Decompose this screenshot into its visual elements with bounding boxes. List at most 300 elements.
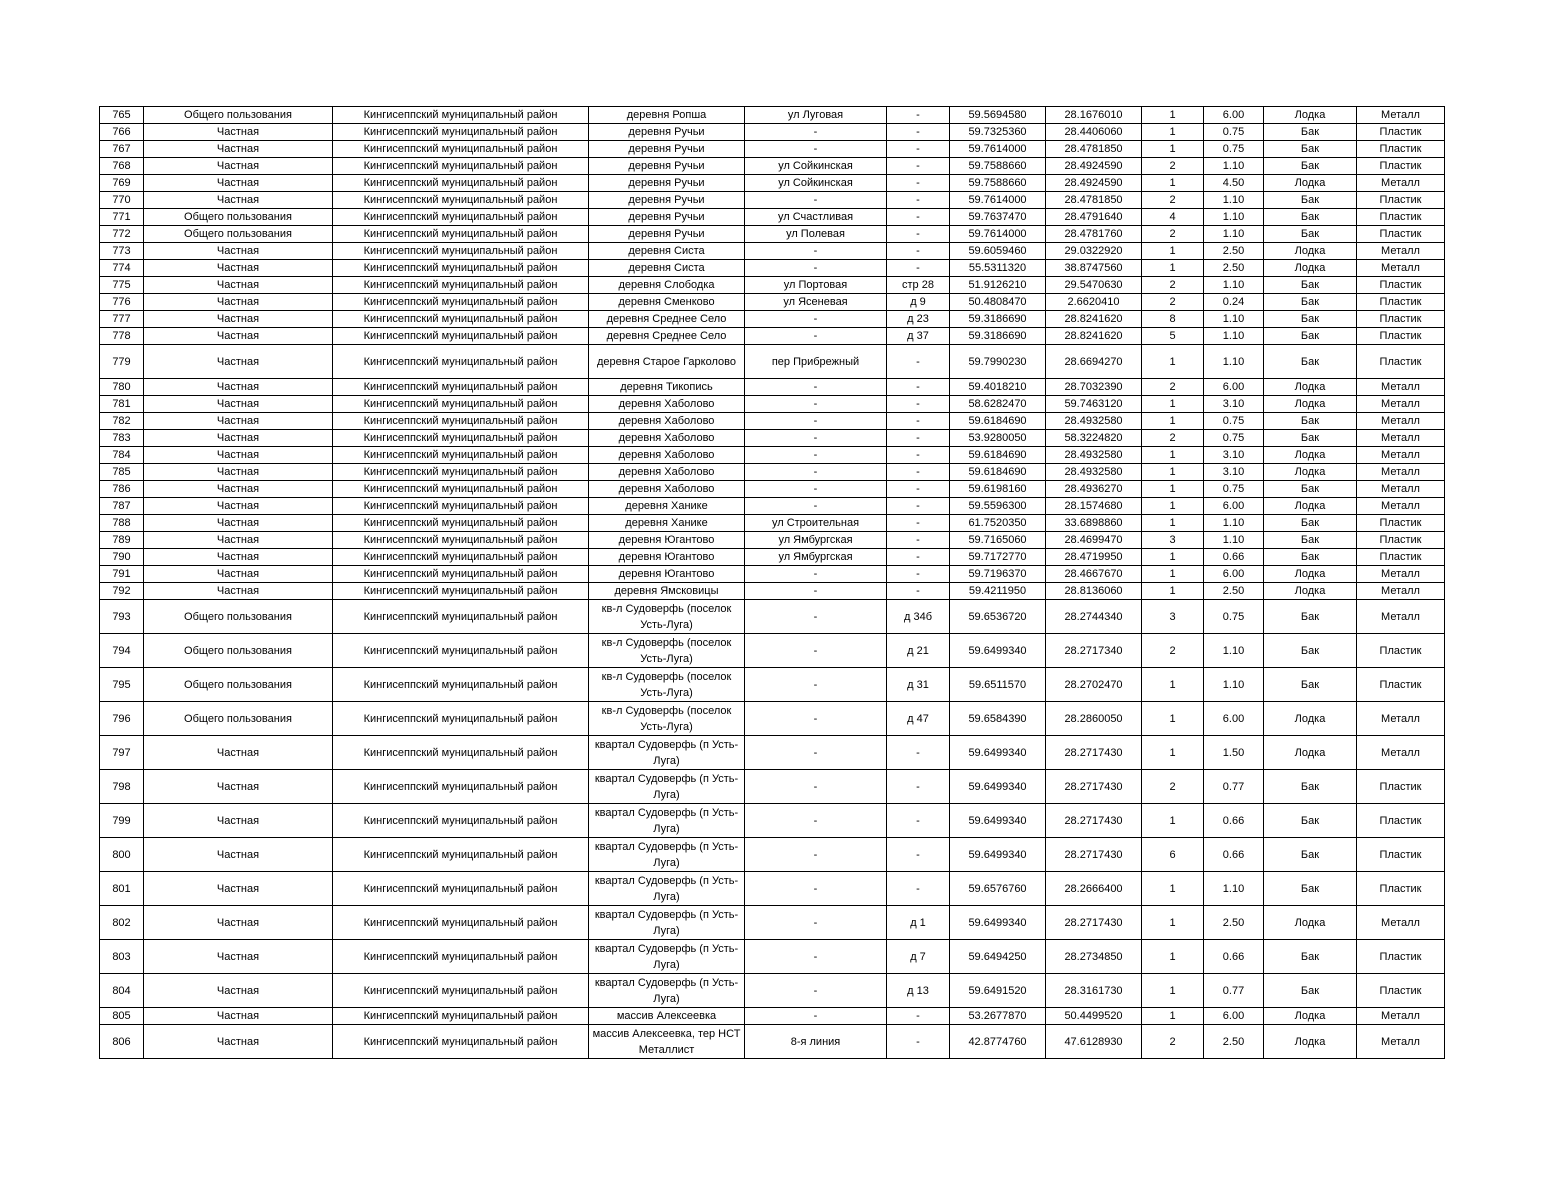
district-cell: Кингисеппский муниципальный район xyxy=(333,532,589,549)
street-cell: - xyxy=(745,906,887,940)
ownership-cell: Частная xyxy=(144,260,333,277)
volume-cell: 4.50 xyxy=(1204,175,1264,192)
container-count-cell: 1 xyxy=(1142,906,1204,940)
container-count-cell: 1 xyxy=(1142,702,1204,736)
district-cell: Кингисеппский муниципальный район xyxy=(333,243,589,260)
ownership-cell: Частная xyxy=(144,838,333,872)
table-row xyxy=(100,277,1445,294)
material-cell: Пластик xyxy=(1357,209,1445,226)
house-cell: - xyxy=(887,430,950,447)
latitude-cell: 59.6576760 xyxy=(950,872,1046,906)
ownership-cell: Частная xyxy=(144,770,333,804)
material-cell: Пластик xyxy=(1357,277,1445,294)
longitude-cell: 28.2717430 xyxy=(1046,770,1142,804)
volume-cell: 0.66 xyxy=(1204,804,1264,838)
house-cell: д 13 xyxy=(887,974,950,1008)
longitude-cell: 28.4936270 xyxy=(1046,481,1142,498)
longitude-cell: 28.7032390 xyxy=(1046,379,1142,396)
material-cell: Металл xyxy=(1357,107,1445,124)
house-cell: - xyxy=(887,209,950,226)
ownership-cell: Частная xyxy=(144,974,333,1008)
material-cell: Металл xyxy=(1357,260,1445,277)
row-number-cell: 801 xyxy=(100,872,144,906)
district-cell: Кингисеппский муниципальный район xyxy=(333,209,589,226)
volume-cell: 0.75 xyxy=(1204,481,1264,498)
house-cell: - xyxy=(887,872,950,906)
latitude-cell: 53.9280050 xyxy=(950,430,1046,447)
ownership-cell: Частная xyxy=(144,736,333,770)
row-number-cell: 780 xyxy=(100,379,144,396)
container-type-cell: Лодка xyxy=(1264,736,1357,770)
latitude-cell: 58.6282470 xyxy=(950,396,1046,413)
table-row xyxy=(100,192,1445,209)
table-row xyxy=(100,175,1445,192)
latitude-cell: 59.7637470 xyxy=(950,209,1046,226)
row-number-cell: 804 xyxy=(100,974,144,1008)
house-cell: - xyxy=(887,532,950,549)
district-cell: Кингисеппский муниципальный район xyxy=(333,345,589,379)
table-row xyxy=(100,634,1445,668)
latitude-cell: 59.6499340 xyxy=(950,906,1046,940)
table-row xyxy=(100,532,1445,549)
street-cell: ул Строительная xyxy=(745,515,887,532)
settlement-cell: квартал Судоверфь (п Усть-Луга) xyxy=(589,804,745,838)
container-type-cell: Лодка xyxy=(1264,1008,1357,1025)
settlement-cell: деревня Югантово xyxy=(589,566,745,583)
street-cell: - xyxy=(745,260,887,277)
longitude-cell: 28.4924590 xyxy=(1046,158,1142,175)
settlement-cell: деревня Слободка xyxy=(589,277,745,294)
longitude-cell: 2.6620410 xyxy=(1046,294,1142,311)
container-type-cell: Бак xyxy=(1264,600,1357,634)
row-number-cell: 806 xyxy=(100,1025,144,1059)
container-type-cell: Бак xyxy=(1264,413,1357,430)
street-cell: - xyxy=(745,804,887,838)
district-cell: Кингисеппский муниципальный район xyxy=(333,838,589,872)
container-type-cell: Лодка xyxy=(1264,379,1357,396)
settlement-cell: деревня Ханике xyxy=(589,515,745,532)
district-cell: Кингисеппский муниципальный район xyxy=(333,260,589,277)
street-cell: пер Прибрежный xyxy=(745,345,887,379)
house-cell: - xyxy=(887,464,950,481)
latitude-cell: 59.6499340 xyxy=(950,804,1046,838)
table-row xyxy=(100,260,1445,277)
ownership-cell: Частная xyxy=(144,430,333,447)
latitude-cell: 59.6511570 xyxy=(950,668,1046,702)
ownership-cell: Частная xyxy=(144,158,333,175)
street-cell: - xyxy=(745,770,887,804)
container-type-cell: Лодка xyxy=(1264,396,1357,413)
street-cell: - xyxy=(745,566,887,583)
ownership-cell: Частная xyxy=(144,328,333,345)
container-type-cell: Бак xyxy=(1264,311,1357,328)
row-number-cell: 774 xyxy=(100,260,144,277)
house-cell: д 23 xyxy=(887,311,950,328)
latitude-cell: 53.2677870 xyxy=(950,1008,1046,1025)
settlement-cell: деревня Систа xyxy=(589,243,745,260)
settlement-cell: деревня Ручьи xyxy=(589,226,745,243)
latitude-cell: 59.7172770 xyxy=(950,549,1046,566)
district-cell: Кингисеппский муниципальный район xyxy=(333,804,589,838)
latitude-cell: 59.5596300 xyxy=(950,498,1046,515)
longitude-cell: 28.4781850 xyxy=(1046,141,1142,158)
container-count-cell: 1 xyxy=(1142,413,1204,430)
material-cell: Пластик xyxy=(1357,668,1445,702)
longitude-cell: 28.4924590 xyxy=(1046,175,1142,192)
container-count-cell: 8 xyxy=(1142,311,1204,328)
district-cell: Кингисеппский муниципальный район xyxy=(333,141,589,158)
container-type-cell: Лодка xyxy=(1264,906,1357,940)
material-cell: Пластик xyxy=(1357,872,1445,906)
table-row xyxy=(100,940,1445,974)
row-number-cell: 779 xyxy=(100,345,144,379)
table-row xyxy=(100,226,1445,243)
settlement-cell: массив Алексеевка xyxy=(589,1008,745,1025)
volume-cell: 1.10 xyxy=(1204,872,1264,906)
table-row xyxy=(100,481,1445,498)
house-cell: - xyxy=(887,736,950,770)
longitude-cell: 28.2717430 xyxy=(1046,736,1142,770)
material-cell: Пластик xyxy=(1357,940,1445,974)
street-cell: ул Ясеневая xyxy=(745,294,887,311)
material-cell: Пластик xyxy=(1357,311,1445,328)
table-row xyxy=(100,702,1445,736)
container-count-cell: 1 xyxy=(1142,481,1204,498)
material-cell: Пластик xyxy=(1357,328,1445,345)
longitude-cell: 50.4499520 xyxy=(1046,1008,1142,1025)
street-cell: ул Полевая xyxy=(745,226,887,243)
material-cell: Металл xyxy=(1357,1025,1445,1059)
longitude-cell: 28.2702470 xyxy=(1046,668,1142,702)
container-type-cell: Бак xyxy=(1264,940,1357,974)
latitude-cell: 59.7196370 xyxy=(950,566,1046,583)
volume-cell: 6.00 xyxy=(1204,498,1264,515)
district-cell: Кингисеппский муниципальный район xyxy=(333,294,589,311)
longitude-cell: 28.4932580 xyxy=(1046,447,1142,464)
volume-cell: 0.66 xyxy=(1204,549,1264,566)
street-cell: - xyxy=(745,940,887,974)
house-cell: - xyxy=(887,192,950,209)
latitude-cell: 59.6184690 xyxy=(950,447,1046,464)
container-type-cell: Бак xyxy=(1264,549,1357,566)
container-type-cell: Лодка xyxy=(1264,260,1357,277)
district-cell: Кингисеппский муниципальный район xyxy=(333,549,589,566)
street-cell: - xyxy=(745,668,887,702)
container-type-cell: Лодка xyxy=(1264,447,1357,464)
settlement-cell: деревня Ручьи xyxy=(589,158,745,175)
material-cell: Металл xyxy=(1357,430,1445,447)
street-cell: - xyxy=(745,583,887,600)
ownership-cell: Частная xyxy=(144,379,333,396)
table-row xyxy=(100,668,1445,702)
house-cell: - xyxy=(887,345,950,379)
row-number-cell: 798 xyxy=(100,770,144,804)
latitude-cell: 59.4211950 xyxy=(950,583,1046,600)
house-cell: - xyxy=(887,226,950,243)
house-cell: - xyxy=(887,804,950,838)
district-cell: Кингисеппский муниципальный район xyxy=(333,702,589,736)
settlement-cell: деревня Югантово xyxy=(589,549,745,566)
longitude-cell: 28.4667670 xyxy=(1046,566,1142,583)
row-number-cell: 785 xyxy=(100,464,144,481)
container-type-cell: Бак xyxy=(1264,974,1357,1008)
street-cell: - xyxy=(745,141,887,158)
row-number-cell: 796 xyxy=(100,702,144,736)
container-count-cell: 1 xyxy=(1142,345,1204,379)
table-body xyxy=(100,107,1445,1059)
container-count-cell: 3 xyxy=(1142,600,1204,634)
volume-cell: 6.00 xyxy=(1204,702,1264,736)
volume-cell: 6.00 xyxy=(1204,379,1264,396)
container-count-cell: 1 xyxy=(1142,736,1204,770)
container-count-cell: 2 xyxy=(1142,379,1204,396)
table-row xyxy=(100,158,1445,175)
settlement-cell: деревня Ручьи xyxy=(589,124,745,141)
container-count-cell: 1 xyxy=(1142,396,1204,413)
latitude-cell: 59.6184690 xyxy=(950,413,1046,430)
house-cell: д 9 xyxy=(887,294,950,311)
settlement-cell: деревня Ручьи xyxy=(589,192,745,209)
ownership-cell: Общего пользования xyxy=(144,702,333,736)
longitude-cell: 28.4781760 xyxy=(1046,226,1142,243)
house-cell: д 31 xyxy=(887,668,950,702)
latitude-cell: 59.7165060 xyxy=(950,532,1046,549)
ownership-cell: Частная xyxy=(144,515,333,532)
district-cell: Кингисеппский муниципальный район xyxy=(333,413,589,430)
house-cell: - xyxy=(887,481,950,498)
latitude-cell: 59.6499340 xyxy=(950,838,1046,872)
volume-cell: 0.66 xyxy=(1204,838,1264,872)
container-type-cell: Лодка xyxy=(1264,175,1357,192)
settlement-cell: деревня Югантово xyxy=(589,532,745,549)
district-cell: Кингисеппский муниципальный район xyxy=(333,379,589,396)
row-number-cell: 787 xyxy=(100,498,144,515)
material-cell: Металл xyxy=(1357,906,1445,940)
material-cell: Металл xyxy=(1357,583,1445,600)
ownership-cell: Частная xyxy=(144,872,333,906)
house-cell: - xyxy=(887,124,950,141)
district-cell: Кингисеппский муниципальный район xyxy=(333,328,589,345)
district-cell: Кингисеппский муниципальный район xyxy=(333,192,589,209)
material-cell: Металл xyxy=(1357,447,1445,464)
ownership-cell: Общего пользования xyxy=(144,209,333,226)
material-cell: Металл xyxy=(1357,481,1445,498)
container-count-cell: 6 xyxy=(1142,838,1204,872)
latitude-cell: 59.6491520 xyxy=(950,974,1046,1008)
settlement-cell: квартал Судоверфь (п Усть-Луга) xyxy=(589,906,745,940)
container-type-cell: Лодка xyxy=(1264,243,1357,260)
volume-cell: 0.66 xyxy=(1204,940,1264,974)
ownership-cell: Частная xyxy=(144,583,333,600)
volume-cell: 1.10 xyxy=(1204,277,1264,294)
container-type-cell: Бак xyxy=(1264,804,1357,838)
latitude-cell: 59.7588660 xyxy=(950,175,1046,192)
ownership-cell: Общего пользования xyxy=(144,107,333,124)
longitude-cell: 28.4791640 xyxy=(1046,209,1142,226)
street-cell: - xyxy=(745,872,887,906)
volume-cell: 2.50 xyxy=(1204,1025,1264,1059)
table-row xyxy=(100,974,1445,1008)
district-cell: Кингисеппский муниципальный район xyxy=(333,600,589,634)
settlement-cell: массив Алексеевка, тер НСТ Металлист xyxy=(589,1025,745,1059)
house-cell: - xyxy=(887,243,950,260)
ownership-cell: Общего пользования xyxy=(144,634,333,668)
longitude-cell: 59.7463120 xyxy=(1046,396,1142,413)
row-number-cell: 772 xyxy=(100,226,144,243)
row-number-cell: 777 xyxy=(100,311,144,328)
container-type-cell: Бак xyxy=(1264,141,1357,158)
longitude-cell: 28.4699470 xyxy=(1046,532,1142,549)
material-cell: Металл xyxy=(1357,702,1445,736)
volume-cell: 1.10 xyxy=(1204,209,1264,226)
ownership-cell: Частная xyxy=(144,532,333,549)
street-cell: 8-я линия xyxy=(745,1025,887,1059)
container-type-cell: Бак xyxy=(1264,515,1357,532)
ownership-cell: Частная xyxy=(144,566,333,583)
container-type-cell: Бак xyxy=(1264,634,1357,668)
longitude-cell: 47.6128930 xyxy=(1046,1025,1142,1059)
volume-cell: 2.50 xyxy=(1204,260,1264,277)
material-cell: Пластик xyxy=(1357,532,1445,549)
row-number-cell: 771 xyxy=(100,209,144,226)
container-count-cell: 5 xyxy=(1142,328,1204,345)
latitude-cell: 59.3186690 xyxy=(950,311,1046,328)
settlement-cell: кв-л Судоверфь (поселок Усть-Луга) xyxy=(589,702,745,736)
container-count-cell: 2 xyxy=(1142,192,1204,209)
table-row xyxy=(100,549,1445,566)
row-number-cell: 769 xyxy=(100,175,144,192)
district-cell: Кингисеппский муниципальный район xyxy=(333,872,589,906)
house-cell: - xyxy=(887,549,950,566)
table-row xyxy=(100,447,1445,464)
row-number-cell: 765 xyxy=(100,107,144,124)
settlement-cell: квартал Судоверфь (п Усть-Луга) xyxy=(589,736,745,770)
house-cell: - xyxy=(887,498,950,515)
volume-cell: 1.10 xyxy=(1204,345,1264,379)
material-cell: Пластик xyxy=(1357,226,1445,243)
container-count-cell: 1 xyxy=(1142,804,1204,838)
longitude-cell: 58.3224820 xyxy=(1046,430,1142,447)
street-cell: ул Луговая xyxy=(745,107,887,124)
volume-cell: 1.10 xyxy=(1204,668,1264,702)
row-number-cell: 797 xyxy=(100,736,144,770)
ownership-cell: Частная xyxy=(144,413,333,430)
material-cell: Пластик xyxy=(1357,804,1445,838)
row-number-cell: 794 xyxy=(100,634,144,668)
latitude-cell: 59.7990230 xyxy=(950,345,1046,379)
volume-cell: 2.50 xyxy=(1204,583,1264,600)
longitude-cell: 28.8241620 xyxy=(1046,311,1142,328)
material-cell: Пластик xyxy=(1357,974,1445,1008)
volume-cell: 3.10 xyxy=(1204,464,1264,481)
longitude-cell: 28.8241620 xyxy=(1046,328,1142,345)
volume-cell: 1.10 xyxy=(1204,192,1264,209)
container-count-cell: 1 xyxy=(1142,260,1204,277)
material-cell: Металл xyxy=(1357,498,1445,515)
volume-cell: 3.10 xyxy=(1204,396,1264,413)
street-cell: ул Ямбургская xyxy=(745,532,887,549)
table-row xyxy=(100,872,1445,906)
latitude-cell: 59.6536720 xyxy=(950,600,1046,634)
district-cell: Кингисеппский муниципальный район xyxy=(333,498,589,515)
settlement-cell: деревня Ропша xyxy=(589,107,745,124)
longitude-cell: 29.0322920 xyxy=(1046,243,1142,260)
district-cell: Кингисеппский муниципальный район xyxy=(333,226,589,243)
container-type-cell: Бак xyxy=(1264,226,1357,243)
latitude-cell: 59.6499340 xyxy=(950,770,1046,804)
latitude-cell: 59.6059460 xyxy=(950,243,1046,260)
house-cell: - xyxy=(887,566,950,583)
house-cell: - xyxy=(887,158,950,175)
settlement-cell: деревня Хаболово xyxy=(589,481,745,498)
volume-cell: 0.24 xyxy=(1204,294,1264,311)
volume-cell: 0.77 xyxy=(1204,974,1264,1008)
material-cell: Пластик xyxy=(1357,770,1445,804)
ownership-cell: Частная xyxy=(144,464,333,481)
settlement-cell: деревня Хаболово xyxy=(589,464,745,481)
volume-cell: 0.75 xyxy=(1204,413,1264,430)
longitude-cell: 28.2666400 xyxy=(1046,872,1142,906)
container-type-cell: Лодка xyxy=(1264,464,1357,481)
material-cell: Металл xyxy=(1357,736,1445,770)
container-count-cell: 1 xyxy=(1142,549,1204,566)
ownership-cell: Частная xyxy=(144,124,333,141)
material-cell: Пластик xyxy=(1357,345,1445,379)
container-type-cell: Бак xyxy=(1264,124,1357,141)
row-number-cell: 803 xyxy=(100,940,144,974)
volume-cell: 6.00 xyxy=(1204,107,1264,124)
latitude-cell: 55.5311320 xyxy=(950,260,1046,277)
container-count-cell: 1 xyxy=(1142,668,1204,702)
container-type-cell: Лодка xyxy=(1264,107,1357,124)
ownership-cell: Частная xyxy=(144,294,333,311)
street-cell: - xyxy=(745,124,887,141)
row-number-cell: 799 xyxy=(100,804,144,838)
ownership-cell: Частная xyxy=(144,192,333,209)
ownership-cell: Общего пользования xyxy=(144,600,333,634)
table-row xyxy=(100,770,1445,804)
street-cell: - xyxy=(745,243,887,260)
settlement-cell: деревня Среднее Село xyxy=(589,311,745,328)
table-row xyxy=(100,1008,1445,1025)
longitude-cell: 33.6898860 xyxy=(1046,515,1142,532)
longitude-cell: 28.2717340 xyxy=(1046,634,1142,668)
longitude-cell: 28.2717430 xyxy=(1046,804,1142,838)
row-number-cell: 805 xyxy=(100,1008,144,1025)
material-cell: Пластик xyxy=(1357,549,1445,566)
district-cell: Кингисеппский муниципальный район xyxy=(333,396,589,413)
settlement-cell: квартал Судоверфь (п Усть-Луга) xyxy=(589,872,745,906)
latitude-cell: 51.9126210 xyxy=(950,277,1046,294)
settlement-cell: квартал Судоверфь (п Усть-Луга) xyxy=(589,940,745,974)
district-cell: Кингисеппский муниципальный район xyxy=(333,464,589,481)
settlement-cell: кв-л Судоверфь (поселок Усть-Луга) xyxy=(589,600,745,634)
container-type-cell: Бак xyxy=(1264,209,1357,226)
material-cell: Пластик xyxy=(1357,158,1445,175)
district-cell: Кингисеппский муниципальный район xyxy=(333,906,589,940)
ownership-cell: Частная xyxy=(144,1025,333,1059)
material-cell: Металл xyxy=(1357,413,1445,430)
latitude-cell: 59.6494250 xyxy=(950,940,1046,974)
container-type-cell: Лодка xyxy=(1264,583,1357,600)
district-cell: Кингисеппский муниципальный район xyxy=(333,158,589,175)
settlement-cell: деревня Хаболово xyxy=(589,396,745,413)
street-cell: ул Портовая xyxy=(745,277,887,294)
street-cell: - xyxy=(745,447,887,464)
ownership-cell: Частная xyxy=(144,906,333,940)
material-cell: Металл xyxy=(1357,243,1445,260)
container-type-cell: Бак xyxy=(1264,345,1357,379)
